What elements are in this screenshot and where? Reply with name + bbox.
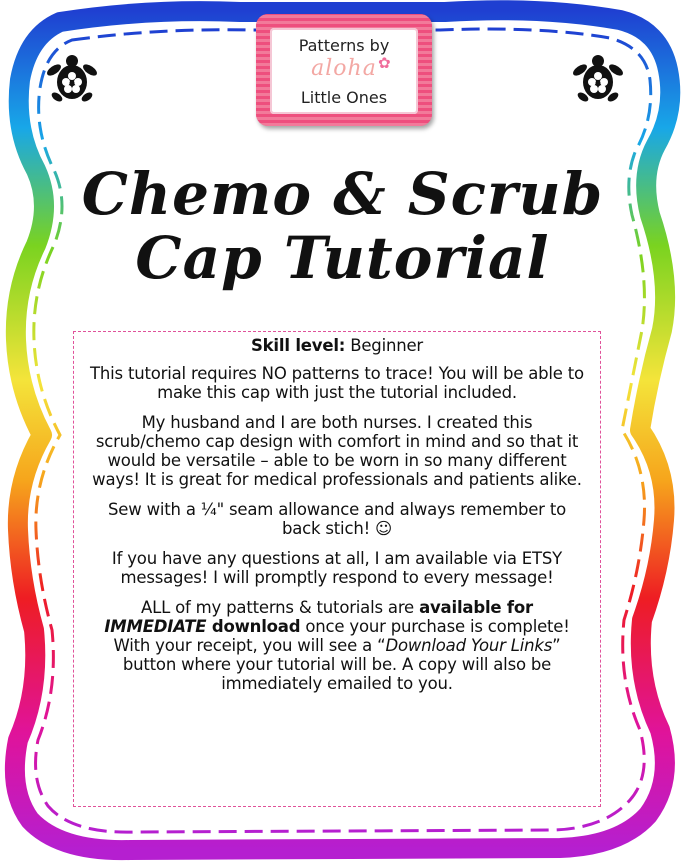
paragraph-no-patterns: This tutorial requires NO patterns to trace! You will be able to make this cap with just the tutorial included. bbox=[90, 364, 584, 402]
paragraph-nurses: My husband and I are both nurses. I created this scrub/chemo cap design with comfort in mind and so that it would be versatile – able to be worn in so many different ways! It is great for medical professionals and patients alike. bbox=[92, 413, 582, 489]
hibiscus-icon: ✿ bbox=[378, 54, 391, 72]
sea-turtle-icon bbox=[44, 52, 100, 108]
logo-card bbox=[270, 28, 418, 114]
skill-level bbox=[88, 336, 586, 355]
download-bold-1: available for bbox=[419, 598, 533, 617]
sea-turtle-icon bbox=[570, 52, 626, 108]
paragraph-questions: If you have any questions at all, I am available via ETSY messages! I will promptly respond to every message! bbox=[111, 549, 563, 587]
title-line-1: Chemo & Scrub bbox=[81, 160, 604, 228]
skill-level-label: Skill level: bbox=[250, 336, 346, 355]
logo-text-little-ones: Little Ones bbox=[300, 88, 388, 107]
download-bold-2: download bbox=[206, 617, 301, 636]
download-immediate: IMMEDIATE bbox=[104, 617, 207, 636]
download-text-1: ALL of my patterns & tutorials are bbox=[141, 598, 420, 617]
logo-text-aloha: aloha bbox=[311, 56, 377, 81]
paragraph-seam-allowance: Sew with a ¼" seam allowance and always remember to back stich! ☺ bbox=[108, 500, 566, 538]
download-text-3: ” button where your tutorial will be. A copy will also be immediately emailed to you. bbox=[122, 636, 561, 693]
logo-text-patterns-by: Patterns by bbox=[298, 36, 390, 55]
brand-logo bbox=[256, 14, 432, 126]
skill-level-value: Beginner bbox=[345, 336, 424, 355]
download-bold-italic bbox=[104, 617, 206, 636]
title-line-2: Cap Tutorial bbox=[135, 224, 550, 292]
download-text-2: once your purchase is complete! With your receipt, you will see a “ bbox=[113, 617, 570, 655]
description-box bbox=[73, 331, 601, 807]
download-links-italic: Download Your Links bbox=[385, 636, 553, 655]
paragraph-download bbox=[88, 598, 586, 693]
